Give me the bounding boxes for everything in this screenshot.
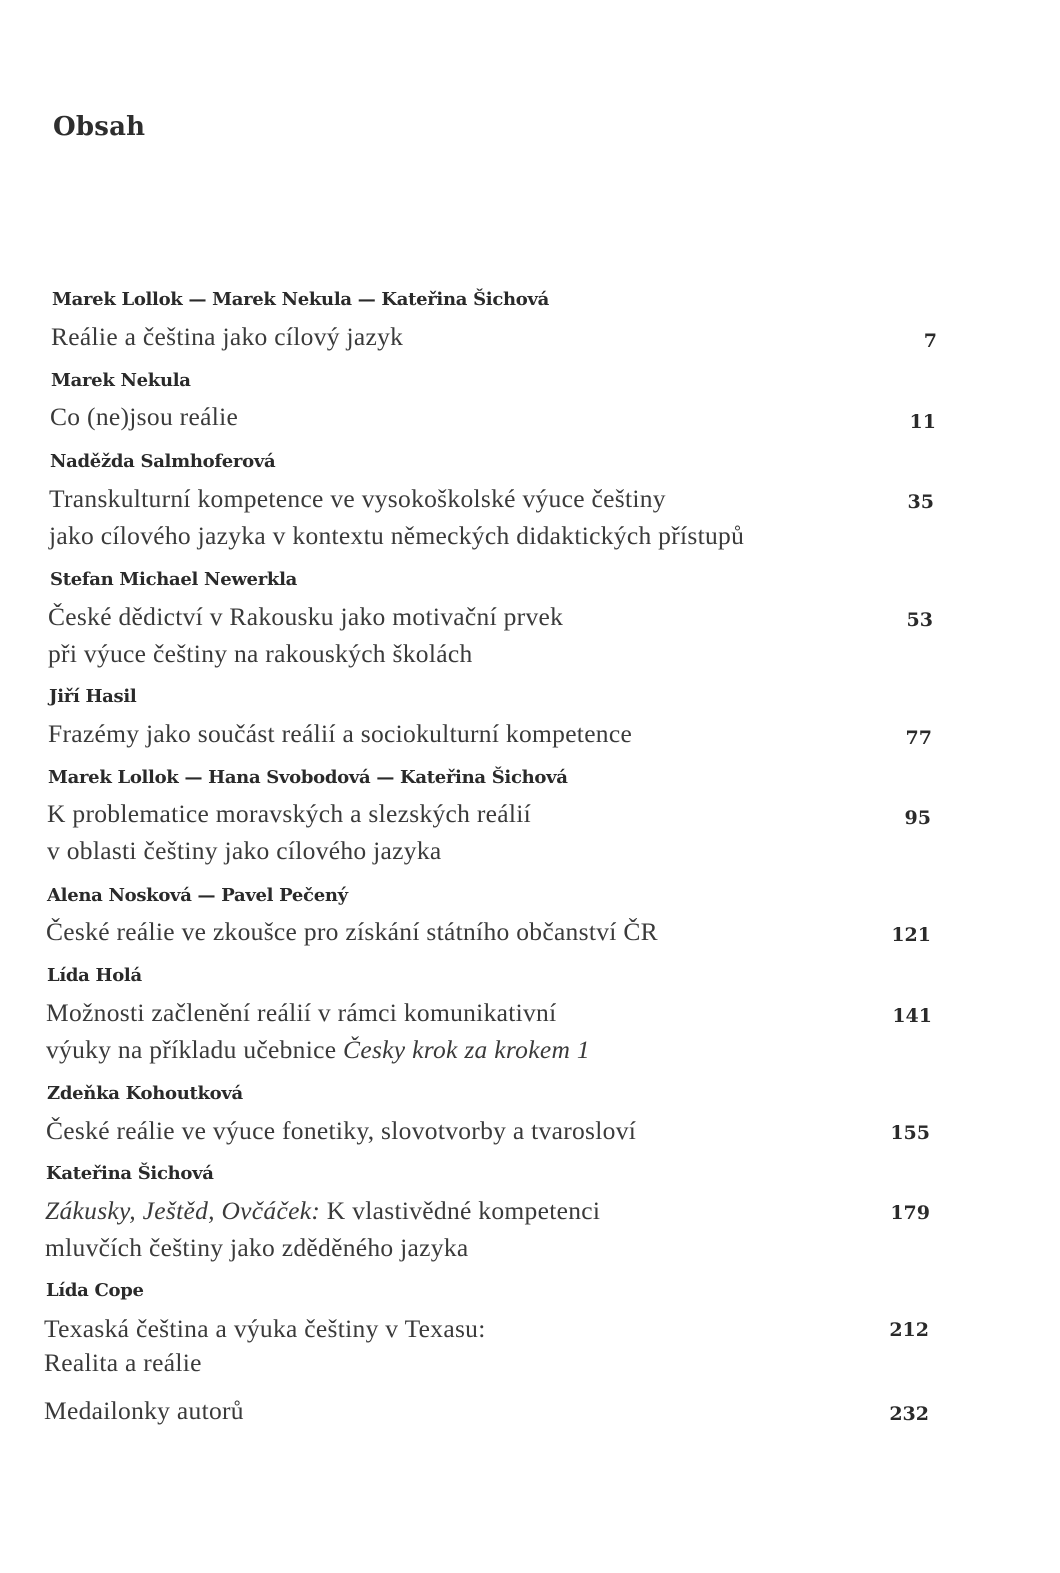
entry-title-line: Co (ne)jsou reálie	[50, 402, 239, 431]
entry-title-line: České reálie ve výuce fonetiky, slovotvorby a tvarosloví	[46, 1116, 637, 1145]
entry-page-number: 141	[892, 1005, 932, 1027]
entry-author: Kateřina Šichová	[46, 1163, 214, 1184]
entry-author: Zdeňka Kohoutková	[47, 1083, 243, 1104]
entry-title-line: jako cílového jazyka v kontextu německých didaktických přístupů	[49, 521, 745, 550]
entry-page-number: 7	[923, 330, 937, 352]
entry-page-number: 53	[906, 609, 933, 631]
entry-title-text: výuky na příkladu učebnice	[46, 1035, 344, 1064]
entry-title-line	[45, 1196, 600, 1226]
entry-author: Naděžda Salmhoferová	[50, 451, 276, 472]
entry-page-number: 35	[907, 491, 934, 513]
entry-author: Alena Nosková — Pavel Pečený	[47, 885, 348, 906]
entry-title-line: České dědictví v Rakousku jako motivační prvek	[48, 602, 564, 631]
entry-title-text: K vlastivědné kompetenci	[320, 1196, 601, 1225]
entry-title-line: Realita a reálie	[44, 1348, 202, 1377]
entry-title-italic: Zákusky, Ještěd, Ovčáček:	[45, 1196, 321, 1225]
entry-title-line: Texaská čeština a výuka češtiny v Texasu:	[44, 1314, 486, 1343]
entry-title-line: Reálie a čeština jako cílový jazyk	[51, 322, 404, 351]
entry-page-number: 11	[909, 411, 936, 433]
entry-title-line: Transkulturní kompetence ve vysokoškolské výuce češtiny	[49, 484, 666, 513]
entry-page-number: 95	[904, 807, 931, 829]
entry-title-line: Možnosti začlenění reálií v rámci komunikativní	[46, 998, 557, 1027]
entry-title-italic: Česky krok za krokem 1	[343, 1035, 590, 1064]
entry-author: Stefan Michael Newerkla	[50, 569, 297, 590]
page-title: Obsah	[53, 112, 146, 142]
entry-page-number: 77	[905, 727, 932, 749]
entry-page-number: 155	[890, 1122, 930, 1144]
entry-title-line: Frazémy jako součást reálií a sociokulturní kompetence	[48, 719, 633, 748]
entry-title-line	[46, 1035, 590, 1065]
entry-author: Marek Lollok — Marek Nekula — Kateřina Šichová	[52, 289, 549, 310]
entry-page-number: 232	[889, 1403, 929, 1425]
entry-title-line: v oblasti češtiny jako cílového jazyka	[47, 836, 442, 865]
entry-author: Marek Nekula	[51, 370, 191, 391]
entry-author: Marek Lollok — Hana Svobodová — Kateřina Šichová	[48, 767, 568, 788]
entry-title-line: mluvčích češtiny jako zděděného jazyka	[45, 1233, 469, 1262]
entry-title-line: K problematice moravských a slezských reálií	[47, 799, 532, 828]
entry-title-line: České reálie ve zkoušce pro získání státního občanství ČR	[46, 917, 658, 946]
entry-author: Jiří Hasil	[49, 686, 137, 707]
entry-page-number: 212	[889, 1319, 929, 1341]
entry-page-number: 179	[890, 1202, 930, 1224]
entry-author: Lída Cope	[46, 1280, 144, 1301]
entry-page-number: 121	[891, 924, 931, 946]
entry-title-line: Medailonky autorů	[44, 1396, 244, 1425]
entry-title-line: při výuce češtiny na rakouských školách	[48, 639, 473, 668]
entry-author: Lída Holá	[47, 965, 142, 986]
